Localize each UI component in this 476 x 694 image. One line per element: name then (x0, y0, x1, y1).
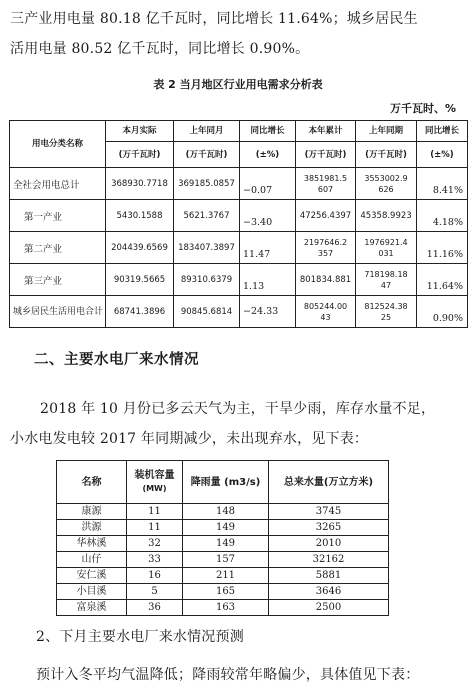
cell-last-month: 89310.6379 (174, 264, 240, 296)
header-unit: (±%) (417, 142, 468, 168)
cell-last-month: 5621.3767 (174, 200, 240, 232)
paragraph-line: 2018 年 10 月份已多云天气为主，干旱少雨，库存水量不足， (40, 401, 436, 417)
paragraph-line: 三产业用电量 80.18 亿千瓦时，同比增长 11.64%；城乡居民生 (10, 11, 418, 27)
table-row (57, 536, 389, 552)
header-unit: (±%) (240, 142, 296, 168)
cell-capacity: 11 (127, 504, 183, 520)
header-yoy: 同比增长 (240, 121, 296, 142)
cell-ytd: 47256.4397 (296, 200, 356, 232)
cell-yoy: −3.40 (240, 200, 296, 232)
cell-inflow: 3745 (269, 504, 389, 520)
electricity-demand-table (9, 120, 468, 328)
header-capacity (127, 461, 183, 504)
header-category: 用电分类名称 (10, 121, 106, 168)
cell-capacity: 33 (127, 552, 183, 568)
cell-inflow: 5881 (269, 568, 389, 584)
cell-yoy2: 4.18% (417, 200, 468, 232)
cell-capacity: 32 (127, 536, 183, 552)
cell-yoy2: 8.41% (417, 168, 468, 200)
cell-yoy2: 11.16% (417, 232, 468, 264)
hydropower-inflow-table (56, 460, 389, 616)
section-heading: 二、主要水电厂来水情况 (34, 352, 199, 368)
cell-yoy: 11.47 (240, 232, 296, 264)
cell-name: 小目溪 (57, 584, 127, 600)
header-rainfall: 降雨量 (m3/s) (183, 461, 269, 504)
cell-month: 5430.1588 (106, 200, 174, 232)
cell-inflow: 32162 (269, 552, 389, 568)
cell-last-month: 90845.6814 (174, 296, 240, 328)
cell-ytd: 805244.0043 (296, 296, 356, 328)
header-unit: (万千瓦时) (106, 142, 174, 168)
paragraph-line: 活用电量 80.52 亿千瓦时，同比增长 0.90%。 (10, 41, 310, 57)
cell-ytd: 801834.881 (296, 264, 356, 296)
table-title: 表 2 当月地区行业用电需求分析表 (153, 78, 323, 91)
cell-capacity: 36 (127, 600, 183, 616)
cell-rainfall: 148 (183, 504, 269, 520)
cell-month: 204439.6569 (106, 232, 174, 264)
cell-inflow: 2500 (269, 600, 389, 616)
cell-name: 富泉溪 (57, 600, 127, 616)
cell-inflow: 3646 (269, 584, 389, 600)
cell-capacity: 16 (127, 568, 183, 584)
cell-yoy2: 11.64% (417, 264, 468, 296)
header-unit: (万千瓦时) (296, 142, 356, 168)
cell-name: 洪源 (57, 520, 127, 536)
cell-inflow: 3265 (269, 520, 389, 536)
paragraph-line: 预计入冬平均气温降低；降雨较常年略偏少，具体值见下表： (36, 667, 420, 683)
table-row (57, 584, 389, 600)
cell-rainfall: 149 (183, 536, 269, 552)
cell-last-month: 183407.3897 (174, 232, 240, 264)
row-name: 第一产业 (10, 200, 106, 232)
cell-yoy: −24.33 (240, 296, 296, 328)
cell-name: 山仔 (57, 552, 127, 568)
header-capacity-unit: (MW) (142, 484, 167, 493)
table-row (10, 264, 468, 296)
cell-last-ytd: 812524.3825 (356, 296, 417, 328)
cell-rainfall: 163 (183, 600, 269, 616)
cell-last-ytd: 3553002.9626 (356, 168, 417, 200)
cell-capacity: 11 (127, 520, 183, 536)
header-unit: (万千瓦时) (174, 142, 240, 168)
subsection-heading: 2、下月主要水电厂来水情况预测 (36, 629, 244, 645)
header-last-year-month: 上年同月 (174, 121, 240, 142)
cell-yoy: 1.13 (240, 264, 296, 296)
paragraph-line: 小水电发电较 2017 年同期减少，未出现弃水，见下表： (10, 431, 369, 447)
table-row (10, 232, 468, 264)
table-row (57, 568, 389, 584)
cell-yoy: −0.07 (240, 168, 296, 200)
cell-month: 368930.7718 (106, 168, 174, 200)
cell-inflow: 2010 (269, 536, 389, 552)
cell-last-ytd: 718198.1847 (356, 264, 417, 296)
cell-rainfall: 149 (183, 520, 269, 536)
table-row (10, 168, 468, 200)
cell-rainfall: 157 (183, 552, 269, 568)
cell-rainfall: 211 (183, 568, 269, 584)
cell-name: 华林溪 (57, 536, 127, 552)
header-month-actual: 本月实际 (106, 121, 174, 142)
header-last-year-period: 上年同期 (356, 121, 417, 142)
header-unit: (万千瓦时) (356, 142, 417, 168)
table-row (57, 600, 389, 616)
table-row (57, 552, 389, 568)
row-name: 第三产业 (10, 264, 106, 296)
table-row (57, 520, 389, 536)
row-name: 全社会用电总计 (10, 168, 106, 200)
cell-last-month: 369185.0857 (174, 168, 240, 200)
cell-last-ytd: 1976921.4031 (356, 232, 417, 264)
header-capacity-label: 装机容量 (134, 470, 175, 481)
cell-capacity: 5 (127, 584, 183, 600)
header-name: 名称 (57, 461, 127, 504)
table-row (10, 200, 468, 232)
table-row (10, 296, 468, 328)
cell-last-ytd: 45358.9923 (356, 200, 417, 232)
header-yoy2: 同比增长 (417, 121, 468, 142)
cell-rainfall: 165 (183, 584, 269, 600)
header-inflow: 总来水量(万立方米) (269, 461, 389, 504)
row-name: 第二产业 (10, 232, 106, 264)
table-row (57, 504, 389, 520)
cell-ytd: 2197646.2357 (296, 232, 356, 264)
table-unit: 万千瓦时、% (389, 102, 456, 115)
cell-yoy2: 0.90% (417, 296, 468, 328)
cell-month: 68741.3896 (106, 296, 174, 328)
row-name: 城乡居民生活用电合计 (10, 296, 106, 328)
cell-month: 90319.5665 (106, 264, 174, 296)
cell-name: 康源 (57, 504, 127, 520)
header-ytd-actual: 本年累计 (296, 121, 356, 142)
cell-ytd: 3851981.5607 (296, 168, 356, 200)
cell-name: 安仁溪 (57, 568, 127, 584)
